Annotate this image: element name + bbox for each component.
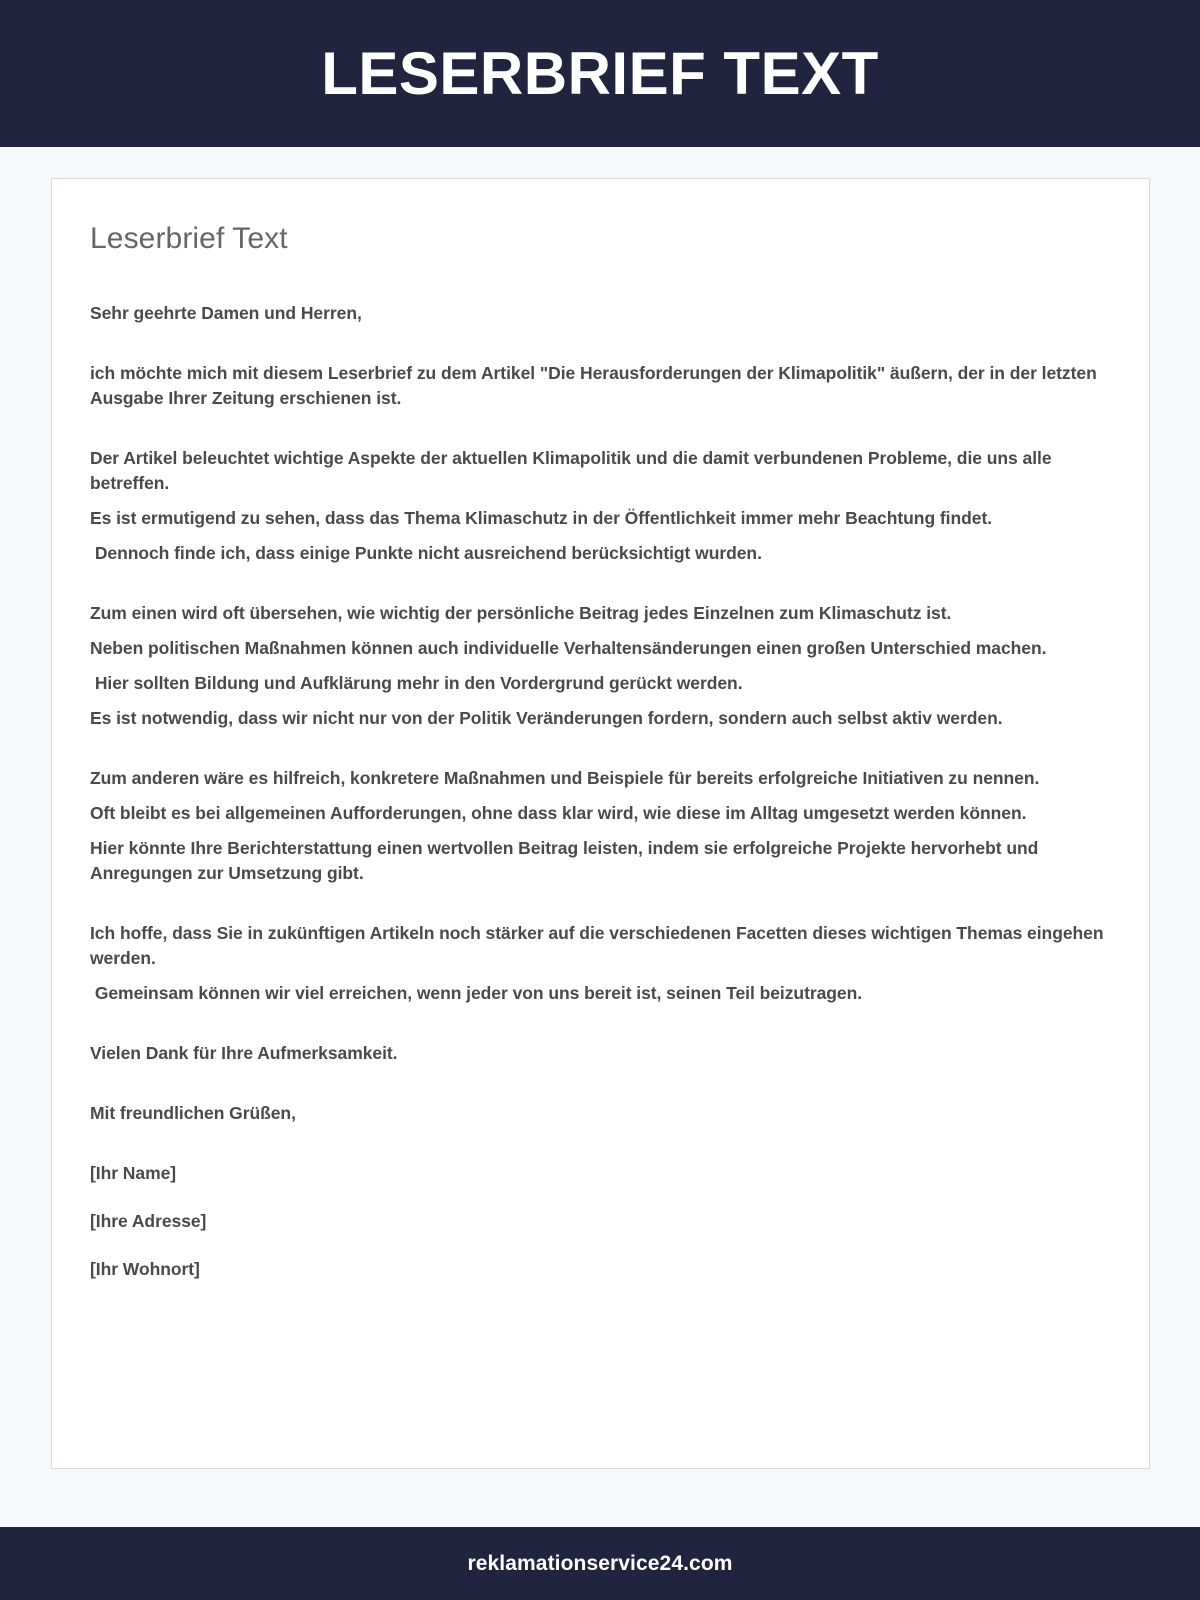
letter-paragraph-block-2 — [90, 446, 1109, 566]
signature-city-placeholder: [Ihr Wohnort] — [90, 1259, 200, 1279]
letter-paragraph: Hier sollten Bildung und Aufklärung mehr in den Vordergrund gerückt werden. — [90, 673, 743, 693]
signature-address-placeholder: [Ihre Adresse] — [90, 1211, 207, 1231]
page-content-area — [0, 147, 1200, 1527]
page-header-title: LESERBRIEF TEXT — [321, 39, 879, 107]
document-card — [51, 178, 1150, 1469]
letter-thanks: Vielen Dank für Ihre Aufmerksamkeit. — [90, 1043, 398, 1063]
footer-site-name: reklamationservice24.com — [467, 1551, 733, 1575]
letter-body — [90, 301, 1109, 1282]
signature-name-placeholder: [Ihr Name] — [90, 1163, 177, 1183]
page-header-banner — [0, 0, 1200, 147]
letter-paragraph-block-4 — [90, 766, 1109, 886]
letter-paragraph: Zum einen wird oft übersehen, wie wichtig der persönliche Beitrag jedes Einzelnen zum Klimaschutz ist. — [90, 603, 952, 623]
letter-intro-block — [90, 361, 1109, 411]
letter-paragraph-block-5 — [90, 921, 1109, 1006]
letter-paragraph: Es ist ermutigend zu sehen, dass das Thema Klimaschutz in der Öffentlichkeit immer mehr Beachtung findet. — [90, 508, 993, 528]
letter-intro: ich möchte mich mit diesem Leserbrief zu dem Artikel "Die Herausforderungen der Klimapolitik" äußern, der in der letzten Ausgabe Ihrer Zeitung erschienen ist. — [90, 363, 1101, 408]
letter-closing-block — [90, 1101, 1109, 1126]
letter-paragraph: Oft bleibt es bei allgemeinen Aufforderungen, ohne dass klar wird, wie diese im Alltag umgesetzt werden können. — [90, 803, 1027, 823]
letter-salutation-block — [90, 301, 1109, 326]
letter-closing: Mit freundlichen Grüßen, — [90, 1103, 296, 1123]
page-footer — [0, 1527, 1200, 1600]
letter-paragraph: Hier könnte Ihre Berichterstattung einen wertvollen Beitrag leisten, indem sie erfolgreiche Projekte hervorhebt und Anregungen zur Umsetzung gibt. — [90, 838, 1043, 883]
letter-paragraph: Neben politischen Maßnahmen können auch individuelle Verhaltensänderungen einen großen Unterschied machen. — [90, 638, 1047, 658]
letter-thanks-block — [90, 1041, 1109, 1066]
letter-paragraph-block-3 — [90, 601, 1109, 731]
letter-paragraph: Gemeinsam können wir viel erreichen, wenn jeder von uns bereit ist, seinen Teil beizutragen. — [90, 983, 863, 1003]
letter-paragraph: Es ist notwendig, dass wir nicht nur von der Politik Veränderungen fordern, sondern auch selbst aktiv werden. — [90, 708, 1003, 728]
letter-paragraph: Zum anderen wäre es hilfreich, konkretere Maßnahmen und Beispiele für bereits erfolgreiche Initiativen zu nennen. — [90, 768, 1040, 788]
letter-paragraph: Ich hoffe, dass Sie in zukünftigen Artikeln noch stärker auf die verschiedenen Facetten dieses wichtigen Themas eingehen werden. — [90, 923, 1109, 968]
letter-paragraph: Dennoch finde ich, dass einige Punkte nicht ausreichend berücksichtigt wurden. — [90, 543, 762, 563]
document-title: Leserbrief Text — [90, 222, 288, 255]
letter-paragraph: Der Artikel beleuchtet wichtige Aspekte der aktuellen Klimapolitik und die damit verbundenen Probleme, die uns alle betreffen. — [90, 448, 1057, 493]
letter-signature-block — [90, 1161, 1109, 1282]
letter-salutation: Sehr geehrte Damen und Herren, — [90, 303, 362, 323]
